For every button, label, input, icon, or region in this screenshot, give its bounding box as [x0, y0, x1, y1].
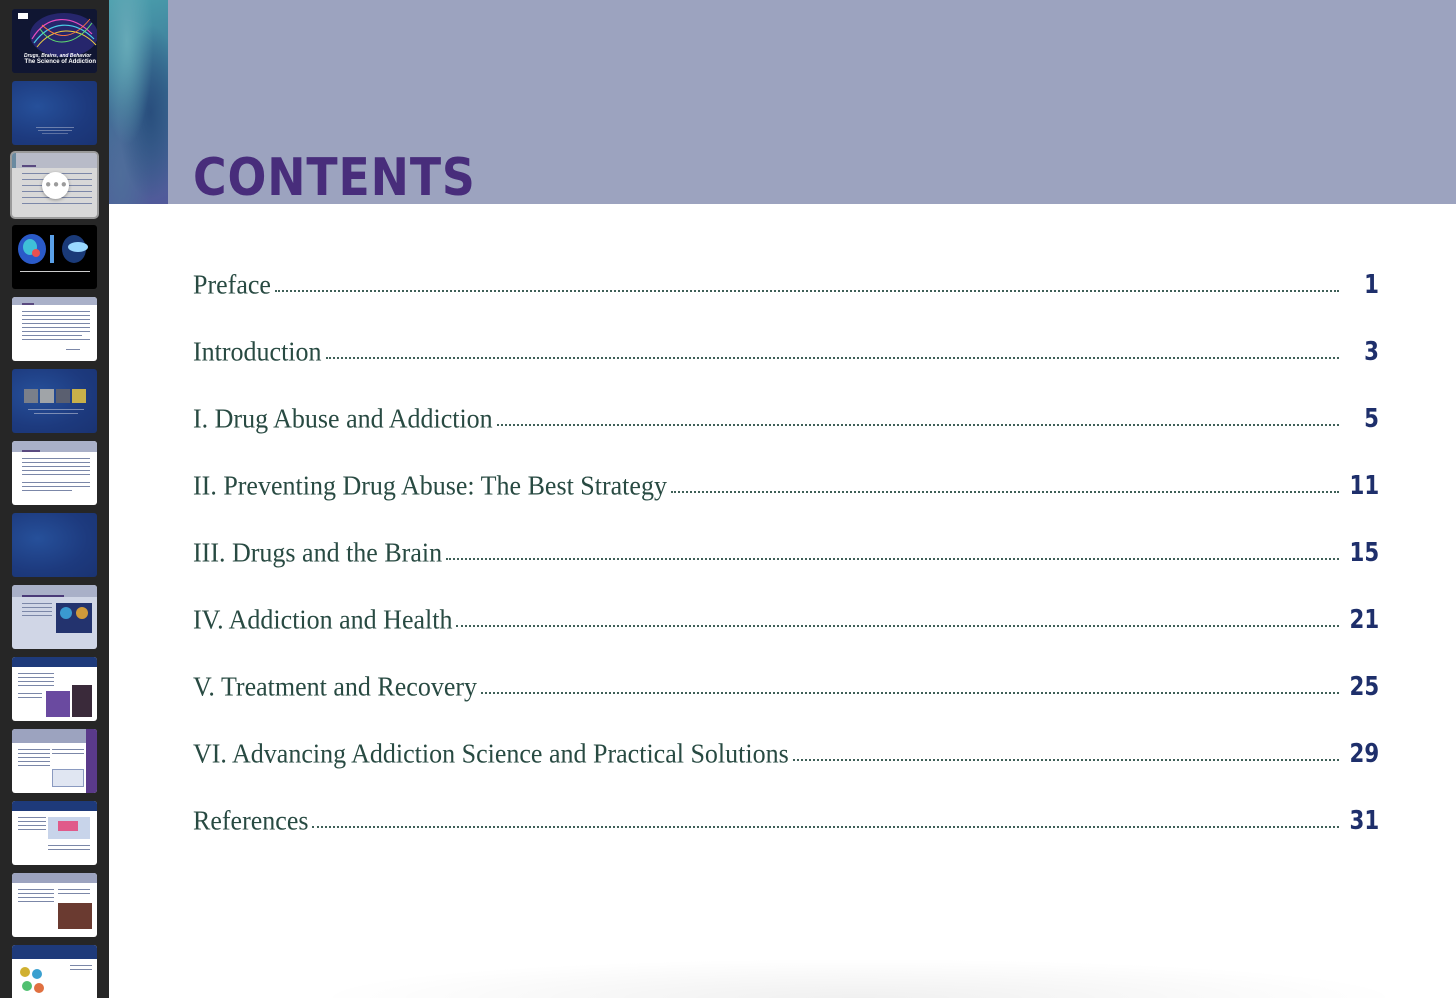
toc-entry-chapter-4[interactable] [193, 593, 1379, 637]
page-title: CONTENTS [193, 148, 476, 208]
toc-dot-leader [312, 825, 1338, 828]
toc-page-number: 29 [1349, 739, 1379, 769]
thumbnail-page-14[interactable] [12, 945, 97, 998]
toc-entry-title: Preface [193, 269, 271, 300]
toc-entry-chapter-5[interactable] [193, 660, 1379, 704]
toc-dot-leader [275, 289, 1339, 292]
thumbnail-page-2[interactable] [12, 81, 97, 145]
toc-entry-preface[interactable] [193, 258, 1379, 302]
toc-entry-introduction[interactable] [193, 325, 1379, 369]
thumbnail-page-8[interactable] [12, 513, 97, 577]
toc-entry-title: VI. Advancing Addiction Science and Practical Solutions [193, 738, 789, 769]
thumbnail-page-5[interactable] [12, 297, 97, 361]
thumbnail-page-10[interactable] [12, 657, 97, 721]
toc-entry-references[interactable] [193, 794, 1379, 838]
toc-page-number: 21 [1349, 605, 1379, 635]
toc-dot-leader [793, 758, 1339, 761]
toc-page-number: 5 [1364, 404, 1379, 434]
toc-page-number: 31 [1349, 806, 1379, 836]
brain-scan-image [12, 225, 97, 289]
more-options-button[interactable]: ••• [42, 172, 69, 199]
thumbnail-page-9[interactable] [12, 585, 97, 649]
toc-entry-title: References [193, 805, 309, 836]
document-page [109, 0, 1456, 998]
toc-entry-title: V. Treatment and Recovery [193, 671, 478, 702]
toc-page-number: 3 [1364, 337, 1379, 367]
toc-entry-chapter-2[interactable] [193, 459, 1379, 503]
toc-dot-leader [446, 557, 1339, 560]
thumbnail-page-7[interactable] [12, 441, 97, 505]
toc-dot-leader [671, 490, 1339, 493]
cover-title: Drugs, Brains, and Behavior The Science of Addiction [24, 53, 96, 65]
toc-entry-title: III. Drugs and the Brain [193, 537, 443, 568]
thumbnail-page-12[interactable] [12, 801, 97, 865]
header-art-image [109, 0, 168, 204]
thumbnail-page-11[interactable] [12, 729, 97, 793]
thumbnail-page-4[interactable] [12, 225, 97, 289]
toc-entry-title: I. Drug Abuse and Addiction [193, 403, 493, 434]
toc-dot-leader [497, 423, 1339, 426]
toc-dot-leader [481, 691, 1339, 694]
toc-entry-chapter-6[interactable] [193, 727, 1379, 771]
toc-entry-chapter-3[interactable] [193, 526, 1379, 570]
toc-page-number: 1 [1364, 270, 1379, 300]
thumbnail-page-6[interactable] [12, 369, 97, 433]
toc-page-number: 25 [1349, 672, 1379, 702]
toc-page-number: 15 [1349, 538, 1379, 568]
thumbnail-page-1[interactable] [12, 9, 97, 73]
toc-page-number: 11 [1349, 471, 1379, 501]
toc-entry-chapter-1[interactable] [193, 392, 1379, 436]
toc-entry-title: Introduction [193, 336, 322, 367]
page-edge-shadow [309, 958, 1409, 998]
toc-dot-leader [456, 624, 1338, 627]
toc-entry-title: II. Preventing Drug Abuse: The Best Strategy [193, 470, 667, 501]
toc-entry-title: IV. Addiction and Health [193, 604, 453, 635]
toc-dot-leader [326, 356, 1339, 359]
thumbnail-page-13[interactable] [12, 873, 97, 937]
page-thumbnail-sidebar [0, 0, 109, 998]
